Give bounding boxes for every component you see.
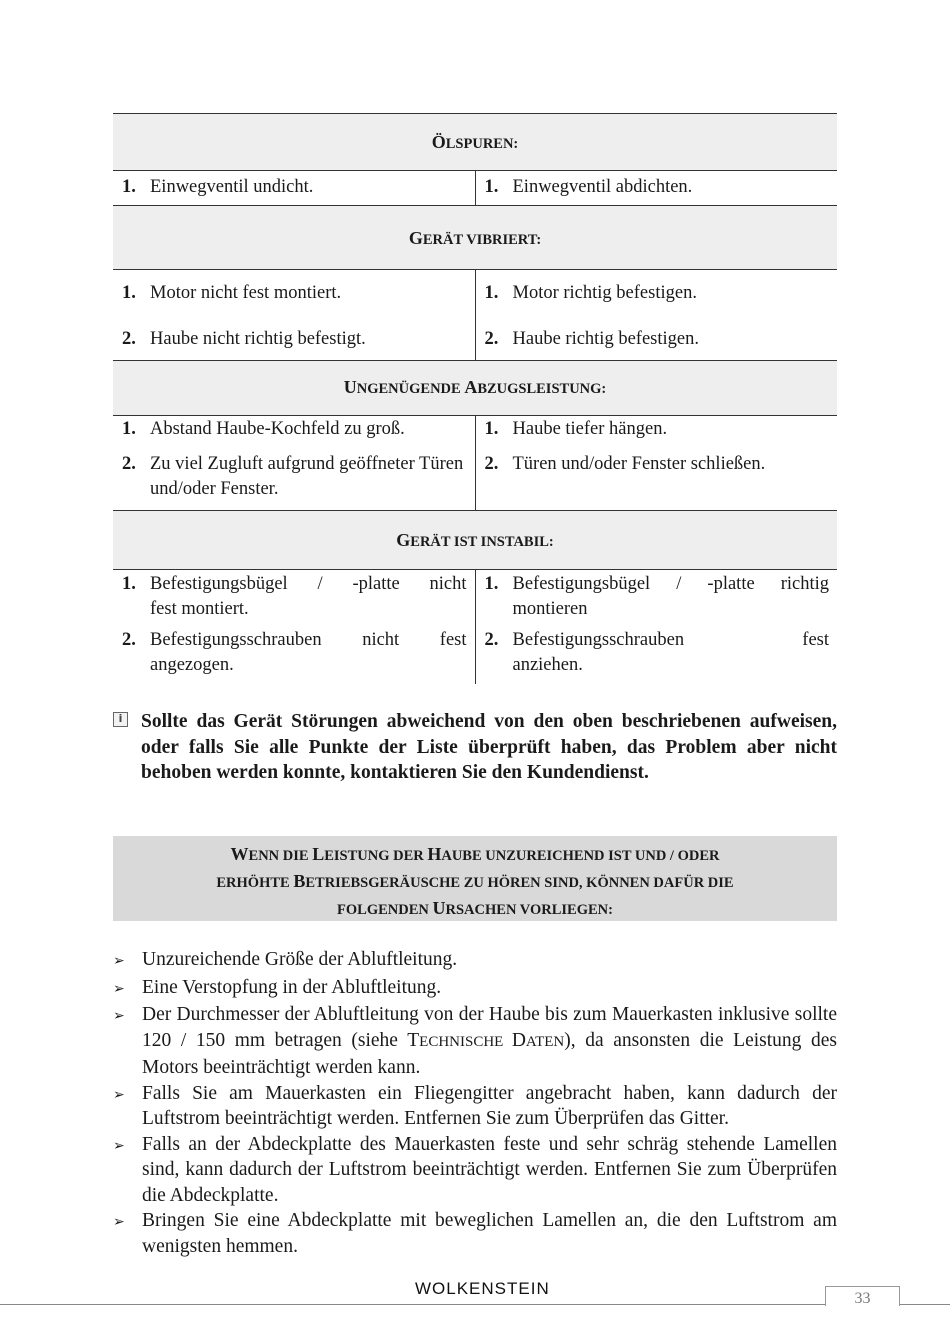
brand-logo: WOLKENSTEIN — [415, 1279, 550, 1298]
footer-divider — [0, 1304, 950, 1305]
cause-item: 2. Befestigungsschrauben nicht fest angezogen. — [122, 630, 467, 675]
table-row — [113, 171, 837, 206]
fix-item: 1. Befestigungsbügel / -platte richtig montieren — [484, 574, 829, 619]
fix-item: 2. Befestigungsschrauben fest anziehen. — [484, 630, 829, 675]
list-item: ➢ Unzureichende Größe der Abluftleitung. — [113, 947, 837, 975]
list-item: ➢ Falls an der Abdeckplatte des Mauerkasten feste und sehr schräg stehende Lamellen sind, kann dadurch der Luftstrom beeinträchtigt werden. Entfernen Sie zum Überprüfen die Abdeckplatte. — [113, 1132, 837, 1209]
info-icon: i — [113, 712, 128, 727]
list-item: ➢ Bringen Sie eine Abdeckplatte mit beweglichen Lamellen an, die den Luftstrom am wenigsten hemmen. — [113, 1208, 837, 1259]
fix-item: 2. Türen und/oder Fenster schließen. — [484, 454, 766, 474]
arrow-bullet-icon: ➢ — [113, 1137, 125, 1154]
cause-item: 2. Zu viel Zugluft aufgrund geöffneter Türen und/oder Fenster. — [122, 454, 464, 499]
section-title: GERÄT IST INSTABIL: — [396, 530, 554, 550]
section-header-extraction — [113, 361, 837, 416]
fix-item: 1. Motor richtig befestigen. — [484, 283, 697, 303]
note-text: Sollte das Gerät Störungen abweichend von den oben beschriebenen aufweisen, oder falls Sie alle Punkte der Liste überprüft haben, das Problem aber nicht behoben werden konnte, kontaktieren Sie den Kundendienst. — [141, 711, 837, 783]
section-header-unstable — [113, 511, 837, 570]
cause-item: 1. Einwegventil undicht. — [122, 177, 314, 197]
section-header-oil — [113, 114, 837, 171]
cause-item: 1. Befestigungsbügel / -platte nicht fest montiert. — [122, 574, 467, 619]
service-note — [113, 709, 837, 786]
page-number: 33 — [825, 1286, 900, 1306]
cause-item: 2. Haube nicht richtig befestigt. — [122, 329, 366, 349]
list-item: ➢ Eine Verstopfung in der Abluftleitung. — [113, 975, 837, 1003]
troubleshooting-table — [113, 113, 837, 684]
arrow-bullet-icon: ➢ — [113, 953, 125, 969]
arrow-bullet-icon: ➢ — [113, 980, 125, 997]
section-title: UNGENÜGENDE ABZUGSLEISTUNG: — [343, 377, 607, 397]
arrow-bullet-icon: ➢ — [113, 1214, 125, 1230]
list-item: ➢ Der Durchmesser der Abluftleitung von der Haube bis zum Mauerkasten inklusive sollte 120 / 150 mm betragen (siehe TECHNISCHE DATEN), da ansonsten die Leistung des Motors beeinträchtigt werden kann. — [113, 1002, 837, 1081]
cause-item: 1. Abstand Haube-Kochfeld zu groß. — [122, 419, 405, 439]
causes-header: WENN DIE LEISTUNG DER HAUBE UNZUREICHEND IST UND / ODER ERHÖHTE BETRIEBSGERÄUSCHE ZU HÖREN SIND, KÖNNEN DAFÜR DIE FOLGENDEN URSACHEN VORLIEGEN: — [113, 836, 837, 921]
table-row — [113, 570, 837, 685]
arrow-bullet-icon: ➢ — [113, 1008, 125, 1024]
arrow-bullet-icon: ➢ — [113, 1086, 125, 1103]
table-row — [113, 416, 837, 511]
section-title: ÖLSPUREN: — [431, 132, 519, 152]
list-item: ➢ Falls Sie am Mauerkasten ein Fliegengitter angebracht haben, kann dadurch der Luftstrom beeinträchtigt werden. Entfernen Sie zum Überprüfen das Gitter. — [113, 1081, 837, 1132]
table-row — [113, 270, 837, 361]
fix-item: 1. Haube tiefer hängen. — [484, 419, 668, 439]
section-title: GERÄT VIBRIERT: — [408, 228, 542, 248]
fix-item: 2. Haube richtig befestigen. — [484, 329, 699, 349]
fix-item: 1. Einwegventil abdichten. — [484, 177, 693, 197]
cause-item: 1. Motor nicht fest montiert. — [122, 283, 342, 303]
section-header-vibration — [113, 206, 837, 270]
causes-list — [113, 947, 837, 1259]
technical-data-reference: TECHNISCHE DATEN — [407, 1029, 565, 1051]
